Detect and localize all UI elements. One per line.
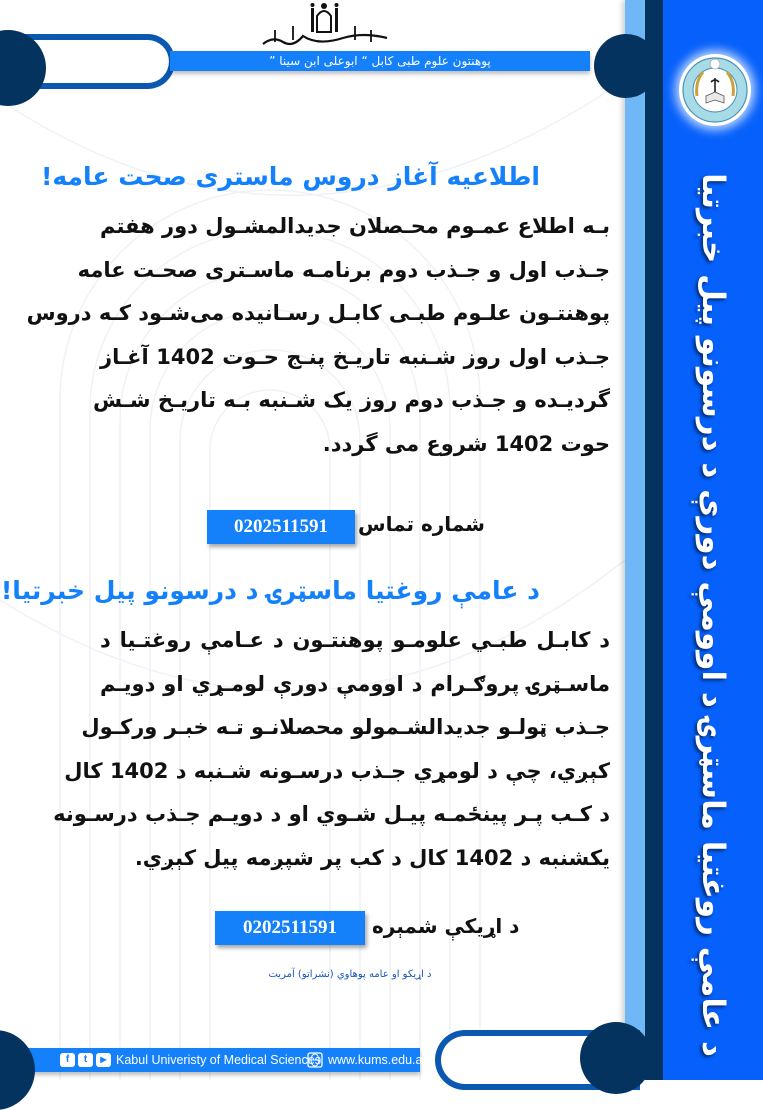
footer-circle-left xyxy=(0,1030,35,1110)
paragraph-line: جـذب ټولـو جدیدالشـمولو محصلانـو تـه خبـر ورکـول xyxy=(81,715,610,739)
decorative-strip-dark xyxy=(645,0,664,1080)
paragraph-line: ماسـټرۍ پروګـرام د اوومې دورې لومـړي او دویـم xyxy=(100,671,610,696)
paragraph-line: کېږي، چې د لومړي جـذب درسـونه شـنبه د 1402 کال xyxy=(64,758,610,783)
contact-label-dari: شماره تماس xyxy=(358,512,485,536)
paragraph-line: پوهنتـون علـوم طبـی کابـل رسـانیده می‌شـود کـه دروس xyxy=(26,301,610,325)
youtube-icon[interactable]: ▶ xyxy=(96,1053,111,1067)
paragraph-line: د کابـل طبـي علومـو پوهنتـون د عـامې روغتـیا د xyxy=(100,628,610,652)
footer-university-name: Kabul Univeristy of Medical Sciences xyxy=(116,1053,321,1067)
twitter-icon[interactable]: t xyxy=(78,1053,93,1067)
header-banner xyxy=(170,51,590,71)
basmala-calligraphy-icon xyxy=(255,0,395,54)
contact-label-pashto: د اړیکې شمېره xyxy=(372,914,520,938)
paragraph-line: یکشنبه د 1402 کال د کب پر شپږمه پیل کېږي. xyxy=(134,845,610,870)
university-seal-icon xyxy=(681,56,749,124)
paragraph-line: جـذب اول و جـذب دوم برنامـه ماسـتری صحـت عامه xyxy=(77,257,610,282)
publisher-credit: د اړیکو او عامه پوهاوي (نشراتو) آمریت xyxy=(268,969,432,980)
contact-number-dari[interactable]: 0202511591 xyxy=(207,510,355,544)
facebook-icon[interactable]: f xyxy=(60,1053,75,1067)
decorative-strip-light xyxy=(625,0,645,1080)
notice-heading-pashto: د عامې روغتیا ماسټرۍ د درسونو پیل خبرتیا! xyxy=(0,576,540,605)
svg-text:بسم الله الرحمن الرحيم: بسم الله الرحمن الرحيم xyxy=(319,52,331,53)
university-logo xyxy=(679,54,751,126)
notice-body-pashto xyxy=(53,619,610,880)
paragraph-line: گردیـده و جـذب دوم روز یک شـنبه بـه تاریـخ شـش xyxy=(93,388,610,412)
paragraph-line: حوت 1402 شروع می گردد. xyxy=(322,431,610,456)
paragraph-line: د کـب پـر پینځمـه پیـل شـوي او د دویـم جـذب درسـونه xyxy=(53,802,610,826)
contact-number-pashto[interactable]: 0202511591 xyxy=(215,911,365,945)
notice-heading-dari: اطلاعیه آغاز دروس ماستری صحت عامه! xyxy=(40,162,540,191)
footer-circle-right xyxy=(580,1022,652,1094)
paragraph-line: جـذب اول روز شـنبه تاریـخ پنـج حـوت 1402 آغـاز xyxy=(100,344,610,369)
notice-body-dari xyxy=(26,205,610,466)
header-circle-right xyxy=(594,34,658,98)
vertical-page-title: د عامې روغتیا ماسټرۍ د اوومې دورې د درسونو پیل خبرتیا xyxy=(695,173,731,1057)
paragraph-line: بـه اطلاع عمـوم محـصلان جدیدالمشـول دور هفتم xyxy=(100,214,610,238)
globe-icon xyxy=(307,1052,323,1068)
website-link[interactable]: www.kums.edu.af xyxy=(328,1053,426,1067)
university-banner-text: پوهنتون علوم طبی کابل “ ابوعلی ابن سینا ” xyxy=(269,54,491,68)
